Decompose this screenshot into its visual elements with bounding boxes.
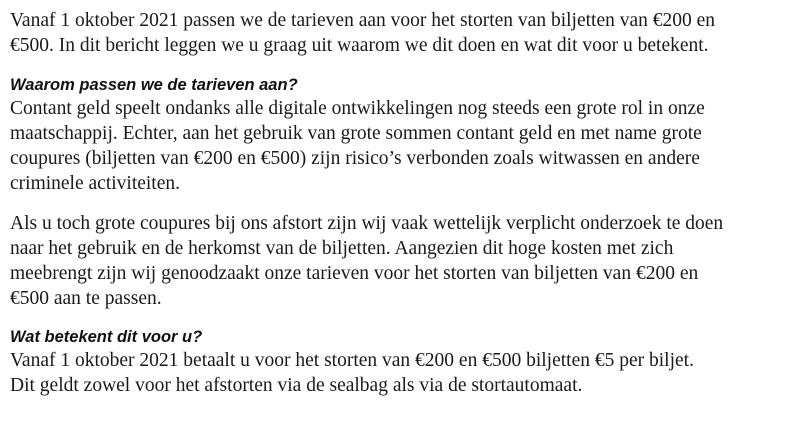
- why-paragraph-2-line: meebrengt zijn wij genoodzaakt onze tarieven voor het storten van biljetten van €200 en: [10, 263, 699, 284]
- why-paragraph-2-line: €500 aan te passen.: [10, 288, 162, 309]
- section-heading-what: Wat betekent dit voor u?: [10, 328, 203, 346]
- section-heading-why: Waarom passen we de tarieven aan?: [10, 76, 298, 94]
- what-paragraph-line: Vanaf 1 oktober 2021 betaalt u voor het storten van €200 en €500 biljetten €5 per biljet.: [10, 350, 694, 371]
- intro-line: Vanaf 1 oktober 2021 passen we de tarieven aan voor het storten van biljetten van €200 en: [10, 10, 716, 31]
- what-paragraph-line: Dit geldt zowel voor het afstorten via de sealbag als via de stortautomaat.: [10, 375, 583, 396]
- what-paragraph: [10, 348, 795, 398]
- why-paragraph-1: [10, 96, 795, 196]
- intro-paragraph: [10, 8, 795, 58]
- why-paragraph-1-line: maatschappij. Echter, aan het gebruik van grote sommen contant geld en met name grote: [10, 123, 702, 144]
- document-body: [10, 8, 795, 398]
- why-paragraph-1-line: coupures (biljetten van €200 en €500) zijn risico’s verbonden zoals witwassen en andere: [10, 148, 700, 169]
- why-paragraph-2-line: Als u toch grote coupures bij ons afstort zijn wij vaak wettelijk verplicht onderzoek te doen: [10, 213, 724, 234]
- why-paragraph-1-line: Contant geld speelt ondanks alle digitale ontwikkelingen nog steeds een grote rol in onze: [10, 98, 705, 119]
- intro-line: €500. In dit bericht leggen we u graag uit waarom we dit doen en wat dit voor u betekent.: [10, 35, 709, 56]
- why-paragraph-2: [10, 211, 795, 311]
- why-paragraph-1-line: criminele activiteiten.: [10, 173, 181, 194]
- why-paragraph-2-line: naar het gebruik en de herkomst van de biljetten. Aangezien dit hoge kosten met zich: [10, 238, 674, 259]
